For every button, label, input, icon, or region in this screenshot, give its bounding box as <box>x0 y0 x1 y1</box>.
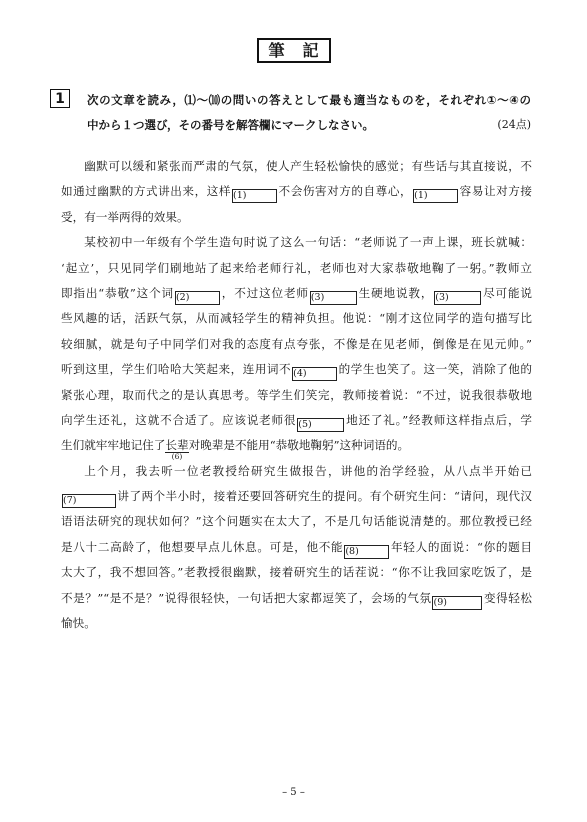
passage-line <box>61 509 532 534</box>
passage-text: 不是？”“是不是？”说得很轻快，一句话把大家都逗笑了，会场的气氛 <box>61 590 432 605</box>
instruction-line: 次の文章を読み，⑴～⑽の問いの答えとして最も適当なものを，それぞれ①～④の <box>87 93 531 107</box>
section-title <box>257 38 331 63</box>
answer-blank: (2) <box>175 291 220 305</box>
passage-text: 愉快。 <box>61 616 96 631</box>
passage-text: 变得轻松 <box>483 590 532 605</box>
passage-text: 是八十二高龄了，他想要早点儿休息。可是，他不能 <box>61 539 344 554</box>
passage-text: 讲了两个半小时，接着还要回答研究生的提问。有个研究生问：“请问，现代汉 <box>117 489 532 504</box>
passage-text: 较细腻，就是句子中同学们对我的态度有点夸张，不像是在见老师，倒像是在见元帅。” <box>61 336 532 351</box>
section-title-text: 筆 記 <box>268 40 320 60</box>
passage-text: 听到这里，学生们哈哈大笑起来，连用词不 <box>61 362 292 377</box>
passage-text: 紧张心理，取而代之的是认真思考。等学生们笑完，教师接着说：“不过，说我很恭敬地 <box>61 387 532 402</box>
answer-blank: (3) <box>434 291 481 305</box>
passage-text: 某校初中一年级有个学生造句时说了这么一句话：“老师说了一声上课，班长就喊： <box>84 235 532 250</box>
page-number: – 5 – <box>282 787 305 798</box>
passage-line <box>61 560 532 585</box>
passage-text: 些风趣的话，活跃气氛，从而减轻学生的精神负担。他说：“刚才这位同学的造句描写比 <box>61 311 532 326</box>
passage-line <box>61 484 532 509</box>
reading-passage <box>61 154 532 636</box>
passage-line <box>61 357 532 382</box>
passage-line <box>61 586 532 611</box>
passage-line <box>61 383 532 408</box>
passage-text: 上个月，我去听一位老教授给研究生做报告，讲他的治学经验，从八点半开始已 <box>84 463 532 478</box>
answer-blank: (9) <box>432 596 482 610</box>
passage-line <box>61 408 532 433</box>
passage-text: 地还了礼。”经教师这样指点后，学 <box>345 412 532 427</box>
passage-paragraph <box>61 230 532 462</box>
passage-line <box>61 535 532 560</box>
passage-text: 容易让对方接 <box>459 184 532 199</box>
passage-text: 尽可能说 <box>482 285 532 300</box>
passage-text: 的学生也笑了。这一笑，消除了他的 <box>338 362 532 377</box>
passage-text: 生硬地说教， <box>357 285 434 300</box>
passage-text: 向学生还礼，这就不合适了。应该说老师很 <box>61 412 297 427</box>
passage-line <box>61 281 532 306</box>
passage-line <box>61 433 532 462</box>
underlined-word <box>165 438 189 462</box>
passage-line <box>61 154 532 179</box>
passage-text: 幽默可以缓和紧张而严肃的气氛，使人产生轻松愉快的感觉；有些话与其直接说，不 <box>84 159 532 173</box>
question-number: 1 <box>55 90 65 107</box>
passage-text: 太大了，我不想回答。”老教授很幽默，接着研究生的话茬说：“你不让我回家吃饭了，是 <box>61 565 532 580</box>
passage-paragraph <box>61 459 532 637</box>
passage-text: 如通过幽默的方式讲出来，这样 <box>61 184 231 199</box>
passage-text: 即指出“恭敬”这个词 <box>61 285 174 300</box>
passage-text: 语语法研究的现状如何？”这个问题实在太大了，不是几句话能说清楚的。那位教授已经 <box>61 514 532 529</box>
answer-blank: (8) <box>344 545 389 559</box>
question-instructions <box>87 88 531 138</box>
answer-blank: (7) <box>62 494 116 508</box>
passage-line <box>61 332 532 357</box>
answer-blank: (4) <box>292 367 337 381</box>
instruction-line: 中から１つ選び，その番号を解答欄にマークしなさい。 <box>87 118 375 132</box>
passage-text: 年轻人的面说：“你的题目 <box>390 539 532 554</box>
answer-blank: (1) <box>413 189 458 203</box>
passage-line <box>61 230 532 255</box>
passage-text: 生们就牢牢地记住了 <box>61 438 166 453</box>
points-label: (24点) <box>497 118 531 131</box>
underline-number: (6) <box>171 452 183 462</box>
passage-text: 受，有一举两得的效果。 <box>61 209 189 224</box>
passage-text: ‘起立’，只见同学们刷地站了起来给老师行礼，老师也对大家恭敬地鞠了一躬。”教师立 <box>61 260 532 275</box>
passage-text: 对晚辈是不能用“恭敬地鞠躬”这种词语的。 <box>188 438 410 453</box>
passage-line <box>61 459 532 484</box>
passage-text: ，不过这位老师 <box>220 285 309 300</box>
passage-line <box>61 256 532 281</box>
passage-line <box>61 205 532 230</box>
passage-paragraph <box>61 154 532 230</box>
underlined-word-text: 长辈 <box>165 438 189 453</box>
question-number-box <box>50 89 70 108</box>
passage-text: 不会伤害对方的自尊心， <box>278 184 413 199</box>
passage-line <box>61 179 532 204</box>
answer-blank: (3) <box>310 291 357 305</box>
passage-line <box>61 611 532 636</box>
passage-line <box>61 306 532 331</box>
answer-blank: (5) <box>297 418 344 432</box>
answer-blank: (1) <box>232 189 277 203</box>
